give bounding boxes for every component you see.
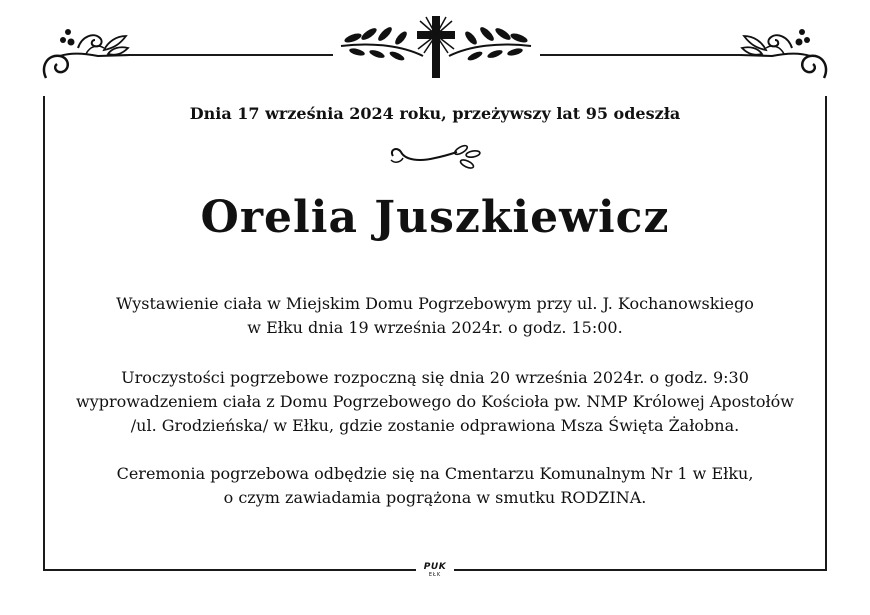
logo-subtext: EŁK (428, 572, 442, 578)
lead-line: Dnia 17 września 2024 roku, przeżywszy lat 95 odeszła (189, 104, 681, 123)
paragraph-line: wyprowadzeniem ciała z Domu Pogrzebowego do Kościoła pw. NMP Królowej Apostołów (76, 392, 794, 411)
paragraph-line: Uroczystości pogrzebowe rozpoczną się dnia 20 września 2024r. o godz. 9:30 (121, 368, 749, 387)
puk-logo (416, 562, 454, 580)
paragraph-line: /ul. Grodzieńska/ w Ełku, gdzie zostanie odprawiona Msza Święta Żałobna. (130, 416, 740, 435)
viewing-paragraph (40, 292, 830, 340)
burial-paragraph (40, 462, 830, 510)
cross-laurel-ornament (333, 12, 539, 82)
paragraph-line: w Ełku dnia 19 września 2024r. o godz. 15:00. (247, 318, 623, 337)
frame-top-line-left (128, 54, 333, 56)
paragraph-line: Wystawienie ciała w Miejskim Domu Pogrzebowym przy ul. J. Kochanowskiego (116, 294, 754, 313)
ceremony-paragraph (40, 366, 830, 438)
deceased-name: Orelia Juszkiewicz (200, 192, 670, 243)
corner-scroll-icon-right (732, 18, 832, 88)
corner-scroll-icon-left (38, 18, 138, 88)
logo-text: PUK (423, 562, 447, 572)
cross-icon (417, 16, 455, 78)
frame-top-line-right (540, 54, 740, 56)
paragraph-line: o czym zawiadamia pogrążona w smutku RODZINA. (223, 488, 647, 507)
divider-flourish-icon (385, 142, 485, 174)
laurel-icon-right (449, 25, 531, 62)
laurel-icon-left (341, 25, 423, 62)
paragraph-line: Ceremonia pogrzebowa odbędzie się na Cmentarzu Komunalnym Nr 1 w Ełku, (116, 464, 754, 483)
